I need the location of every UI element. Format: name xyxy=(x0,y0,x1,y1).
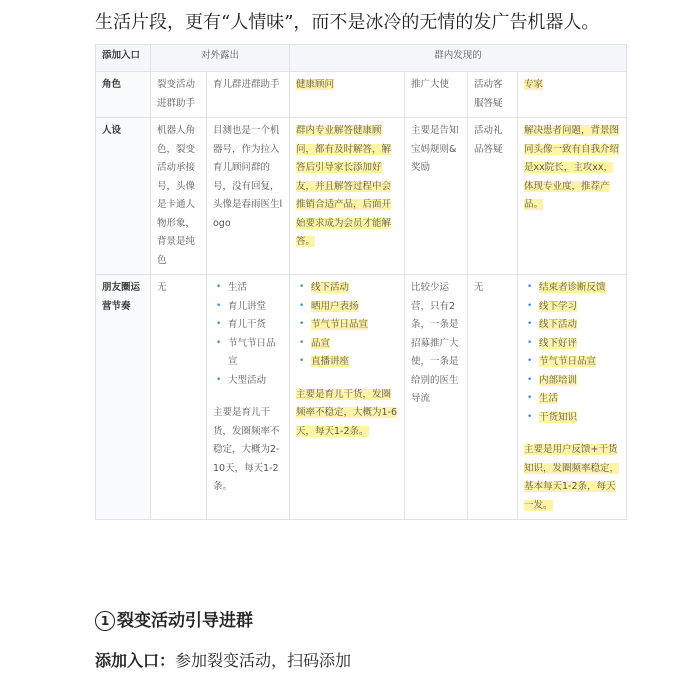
bullet-icon: • xyxy=(216,374,222,385)
list-item: • 干货知识 xyxy=(524,409,620,428)
bullet-icon: • xyxy=(527,319,533,330)
moments-list xyxy=(213,279,283,390)
list-item: • 育儿干货 xyxy=(213,316,283,335)
moments-cell xyxy=(518,275,627,520)
table-row-role xyxy=(96,72,627,118)
list-item: • 直播讲座 xyxy=(296,353,398,372)
persona-cell xyxy=(518,118,627,275)
moments-note: 主要是育儿干货，发圈频率不稳定，大概为1-6天，每天1-2条。 xyxy=(296,388,398,437)
section-number-badge: 1 xyxy=(95,611,115,631)
bullet-icon: • xyxy=(216,300,222,311)
persona-cell: 活动礼品答疑 xyxy=(468,118,518,275)
persona-cell-text: 群内专业解答健康顾问，都有及时解答，解答后引导家长添加好友，并且解答过程中会推销合适产品，后面开始要求成为会员才能解答。 xyxy=(296,125,392,248)
comparison-table xyxy=(95,44,627,520)
row-label-role: 角色 xyxy=(96,72,151,118)
table-row-moments xyxy=(96,275,627,520)
list-item: • 育儿讲堂 xyxy=(213,298,283,317)
bullet-icon: • xyxy=(216,282,222,293)
entry-paragraph xyxy=(95,648,351,671)
row-label-persona: 人设 xyxy=(96,118,151,275)
role-cell xyxy=(290,72,405,118)
entry-label: 添加入口： xyxy=(95,651,176,670)
moments-list xyxy=(524,279,620,427)
bullet-icon: • xyxy=(527,374,533,385)
persona-cell: 主要是告知宝妈规则&奖励 xyxy=(405,118,468,275)
bullet-icon: • xyxy=(299,356,305,367)
list-item: • 生活 xyxy=(524,390,620,409)
persona-cell: 目测也是一个机器号，作为拉入育儿顾问群的号，没有回复，头像是春雨医生logo xyxy=(207,118,290,275)
bullet-icon: • xyxy=(527,300,533,311)
role-cell-text: 专家 xyxy=(524,79,544,90)
role-cell: 裂变活动进群助手 xyxy=(151,72,207,118)
table-row-persona xyxy=(96,118,627,275)
moments-note: 主要是用户反馈+干货知识，发圈频率稳定，基本每天1-2条，每天一发。 xyxy=(524,444,620,511)
bullet-icon: • xyxy=(216,319,222,330)
bullet-icon: • xyxy=(216,337,222,348)
section-title: 裂变活动引导进群 xyxy=(117,611,253,631)
moments-note: 主要是育儿干货，发圈频率不稳定，大概为2-10天，每天1-2条。 xyxy=(213,407,280,493)
bullet-icon: • xyxy=(527,393,533,404)
bullet-icon: • xyxy=(527,411,533,422)
list-item: • 生活 xyxy=(213,279,283,298)
role-cell: 推广大使 xyxy=(405,72,468,118)
role-cell: 活动客服答疑 xyxy=(468,72,518,118)
header-cell-entry: 添加入口 xyxy=(96,45,151,72)
row-label-moments: 朋友圈运营节奏 xyxy=(96,275,151,520)
bullet-icon: • xyxy=(299,337,305,348)
moments-cell: 无 xyxy=(151,275,207,520)
list-item: • 节气节日品宣 xyxy=(296,316,398,335)
list-item: • 晒用户表扬 xyxy=(296,298,398,317)
bullet-icon: • xyxy=(527,356,533,367)
list-item: • 节气节日品宣 xyxy=(524,353,620,372)
moments-list xyxy=(296,279,398,372)
list-item: • 内部培训 xyxy=(524,372,620,391)
persona-cell xyxy=(290,118,405,275)
table-header-row xyxy=(96,45,627,72)
bullet-icon: • xyxy=(299,282,305,293)
persona-cell-text: 解决患者问题，背景图同头像一致有自我介绍是xx院长，主攻xx，体现专业度，推荐产品。 xyxy=(524,125,620,211)
header-cell-in-group: 群内发现的 xyxy=(290,45,627,72)
list-item: • 节气节日品宣 xyxy=(213,335,283,372)
role-cell: 育儿群进群助手 xyxy=(207,72,290,118)
list-item: • 线下活动 xyxy=(524,316,620,335)
intro-paragraph: 生活片段，更有“人情味”，而不是冰冷的无情的发广告机器人。 xyxy=(95,12,600,33)
bullet-icon: • xyxy=(527,337,533,348)
bullet-icon: • xyxy=(299,300,305,311)
entry-value: 参加裂变活动，扫码添加 xyxy=(175,651,352,670)
persona-cell: 机器人角色，裂变活动承接号，头像是卡通人物形象，背景是纯色 xyxy=(151,118,207,275)
bullet-icon: • xyxy=(299,319,305,330)
role-cell-text: 健康顾问 xyxy=(296,79,335,90)
moments-cell: 无 xyxy=(468,275,518,520)
section-heading xyxy=(95,606,253,631)
list-item: • 线下好评 xyxy=(524,335,620,354)
role-cell xyxy=(518,72,627,118)
moments-cell xyxy=(207,275,290,520)
header-cell-external: 对外露出 xyxy=(151,45,290,72)
moments-cell: 比较少运营，只有2条，一条是招募推广大使，一条是给别的医生导流 xyxy=(405,275,468,520)
list-item: • 结束者诊断反馈 xyxy=(524,279,620,298)
list-item: • 线下学习 xyxy=(524,298,620,317)
moments-cell xyxy=(290,275,405,520)
list-item: • 大型活动 xyxy=(213,372,283,391)
list-item: • 品宣 xyxy=(296,335,398,354)
bullet-icon: • xyxy=(527,282,533,293)
list-item: • 线下活动 xyxy=(296,279,398,298)
